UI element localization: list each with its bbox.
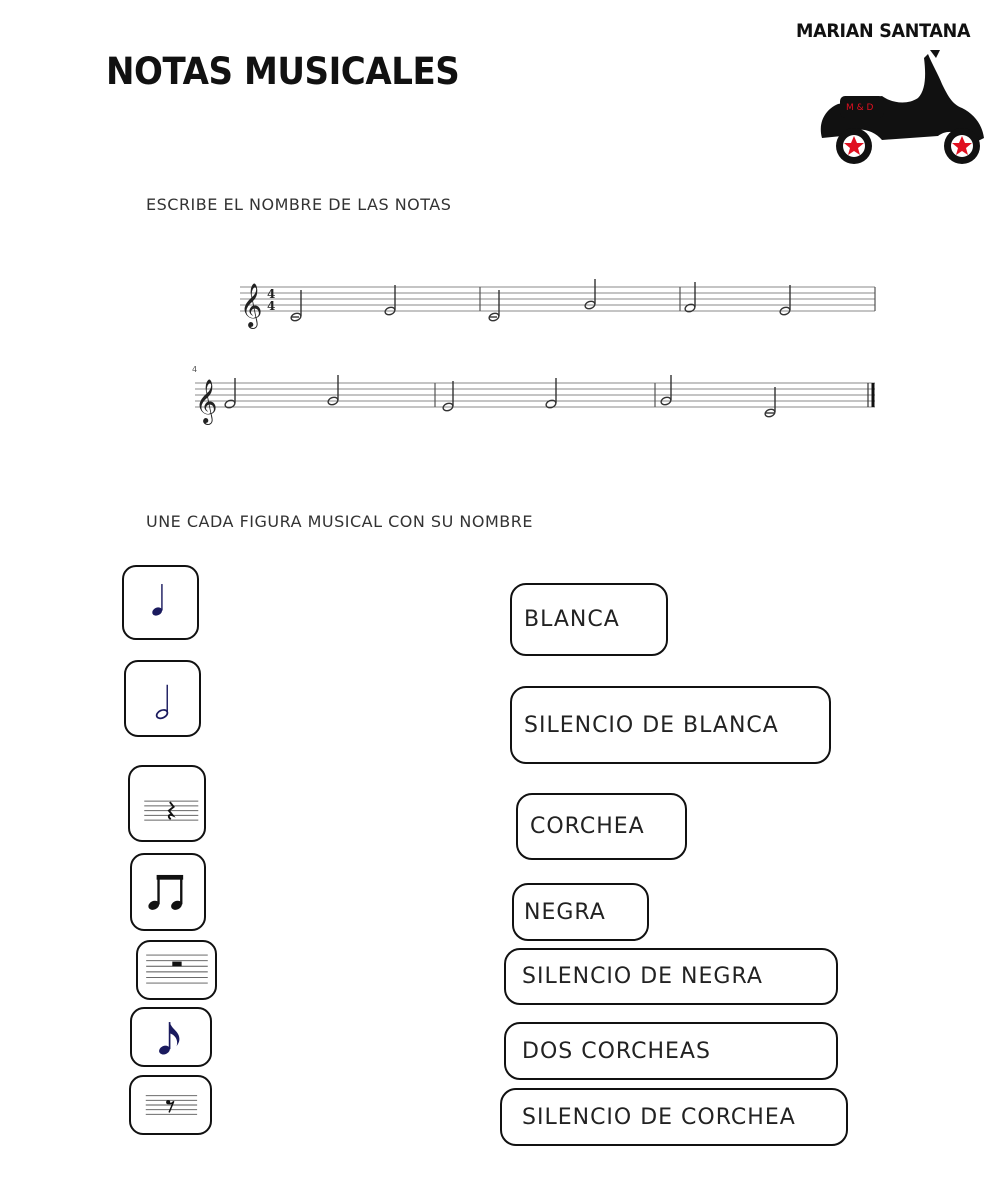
name-card-blanca[interactable]: BLANCA bbox=[510, 583, 668, 656]
figure-card-negra[interactable] bbox=[122, 565, 199, 640]
instruction-write-notes: ESCRIBE EL NOMBRE DE LAS NOTAS bbox=[146, 195, 452, 214]
logo-text: M & D bbox=[846, 103, 874, 113]
figure-card-blanca[interactable] bbox=[124, 660, 201, 737]
brand-name: MARIAN SANTANA bbox=[796, 20, 971, 42]
eighth-rest-icon bbox=[131, 1077, 210, 1133]
measure-number: 4 bbox=[192, 365, 198, 374]
figure-card-silencio-de-blanca[interactable] bbox=[136, 940, 217, 1000]
name-card-silencio-de-blanca[interactable]: SILENCIO DE BLANCA bbox=[510, 686, 831, 764]
time-signature-top: 4 bbox=[267, 287, 276, 301]
treble-clef-icon: 𝄞 bbox=[195, 379, 218, 423]
page-title: NOTAS MUSICALES bbox=[106, 50, 460, 93]
quarter-note-icon bbox=[124, 567, 197, 638]
half-rest-icon bbox=[138, 942, 215, 998]
half-note-icon bbox=[126, 662, 199, 735]
figure-card-corchea[interactable] bbox=[130, 1007, 212, 1067]
music-staff bbox=[0, 270, 1000, 430]
name-card-corchea[interactable]: CORCHEA bbox=[516, 793, 687, 860]
quarter-rest-icon bbox=[130, 767, 204, 840]
figure-card-silencio-de-corchea[interactable] bbox=[129, 1075, 212, 1135]
name-card-silencio-de-negra[interactable]: SILENCIO DE NEGRA bbox=[504, 948, 838, 1005]
name-card-dos-corcheas[interactable]: DOS CORCHEAS bbox=[504, 1022, 838, 1080]
name-card-negra[interactable]: NEGRA bbox=[512, 883, 649, 941]
treble-clef-icon: 𝄞 bbox=[240, 283, 263, 327]
time-signature-bottom: 4 bbox=[267, 299, 276, 313]
figure-card-dos-corcheas[interactable] bbox=[130, 853, 206, 931]
name-card-silencio-de-corchea[interactable]: SILENCIO DE CORCHEA bbox=[500, 1088, 848, 1146]
scooter-logo-icon bbox=[812, 44, 987, 168]
eighth-note-icon bbox=[132, 1009, 210, 1065]
instruction-match-figures: UNE CADA FIGURA MUSICAL CON SU NOMBRE bbox=[146, 512, 533, 531]
beamed-eighth-notes-icon bbox=[132, 855, 204, 929]
figure-card-silencio-de-negra[interactable] bbox=[128, 765, 206, 842]
